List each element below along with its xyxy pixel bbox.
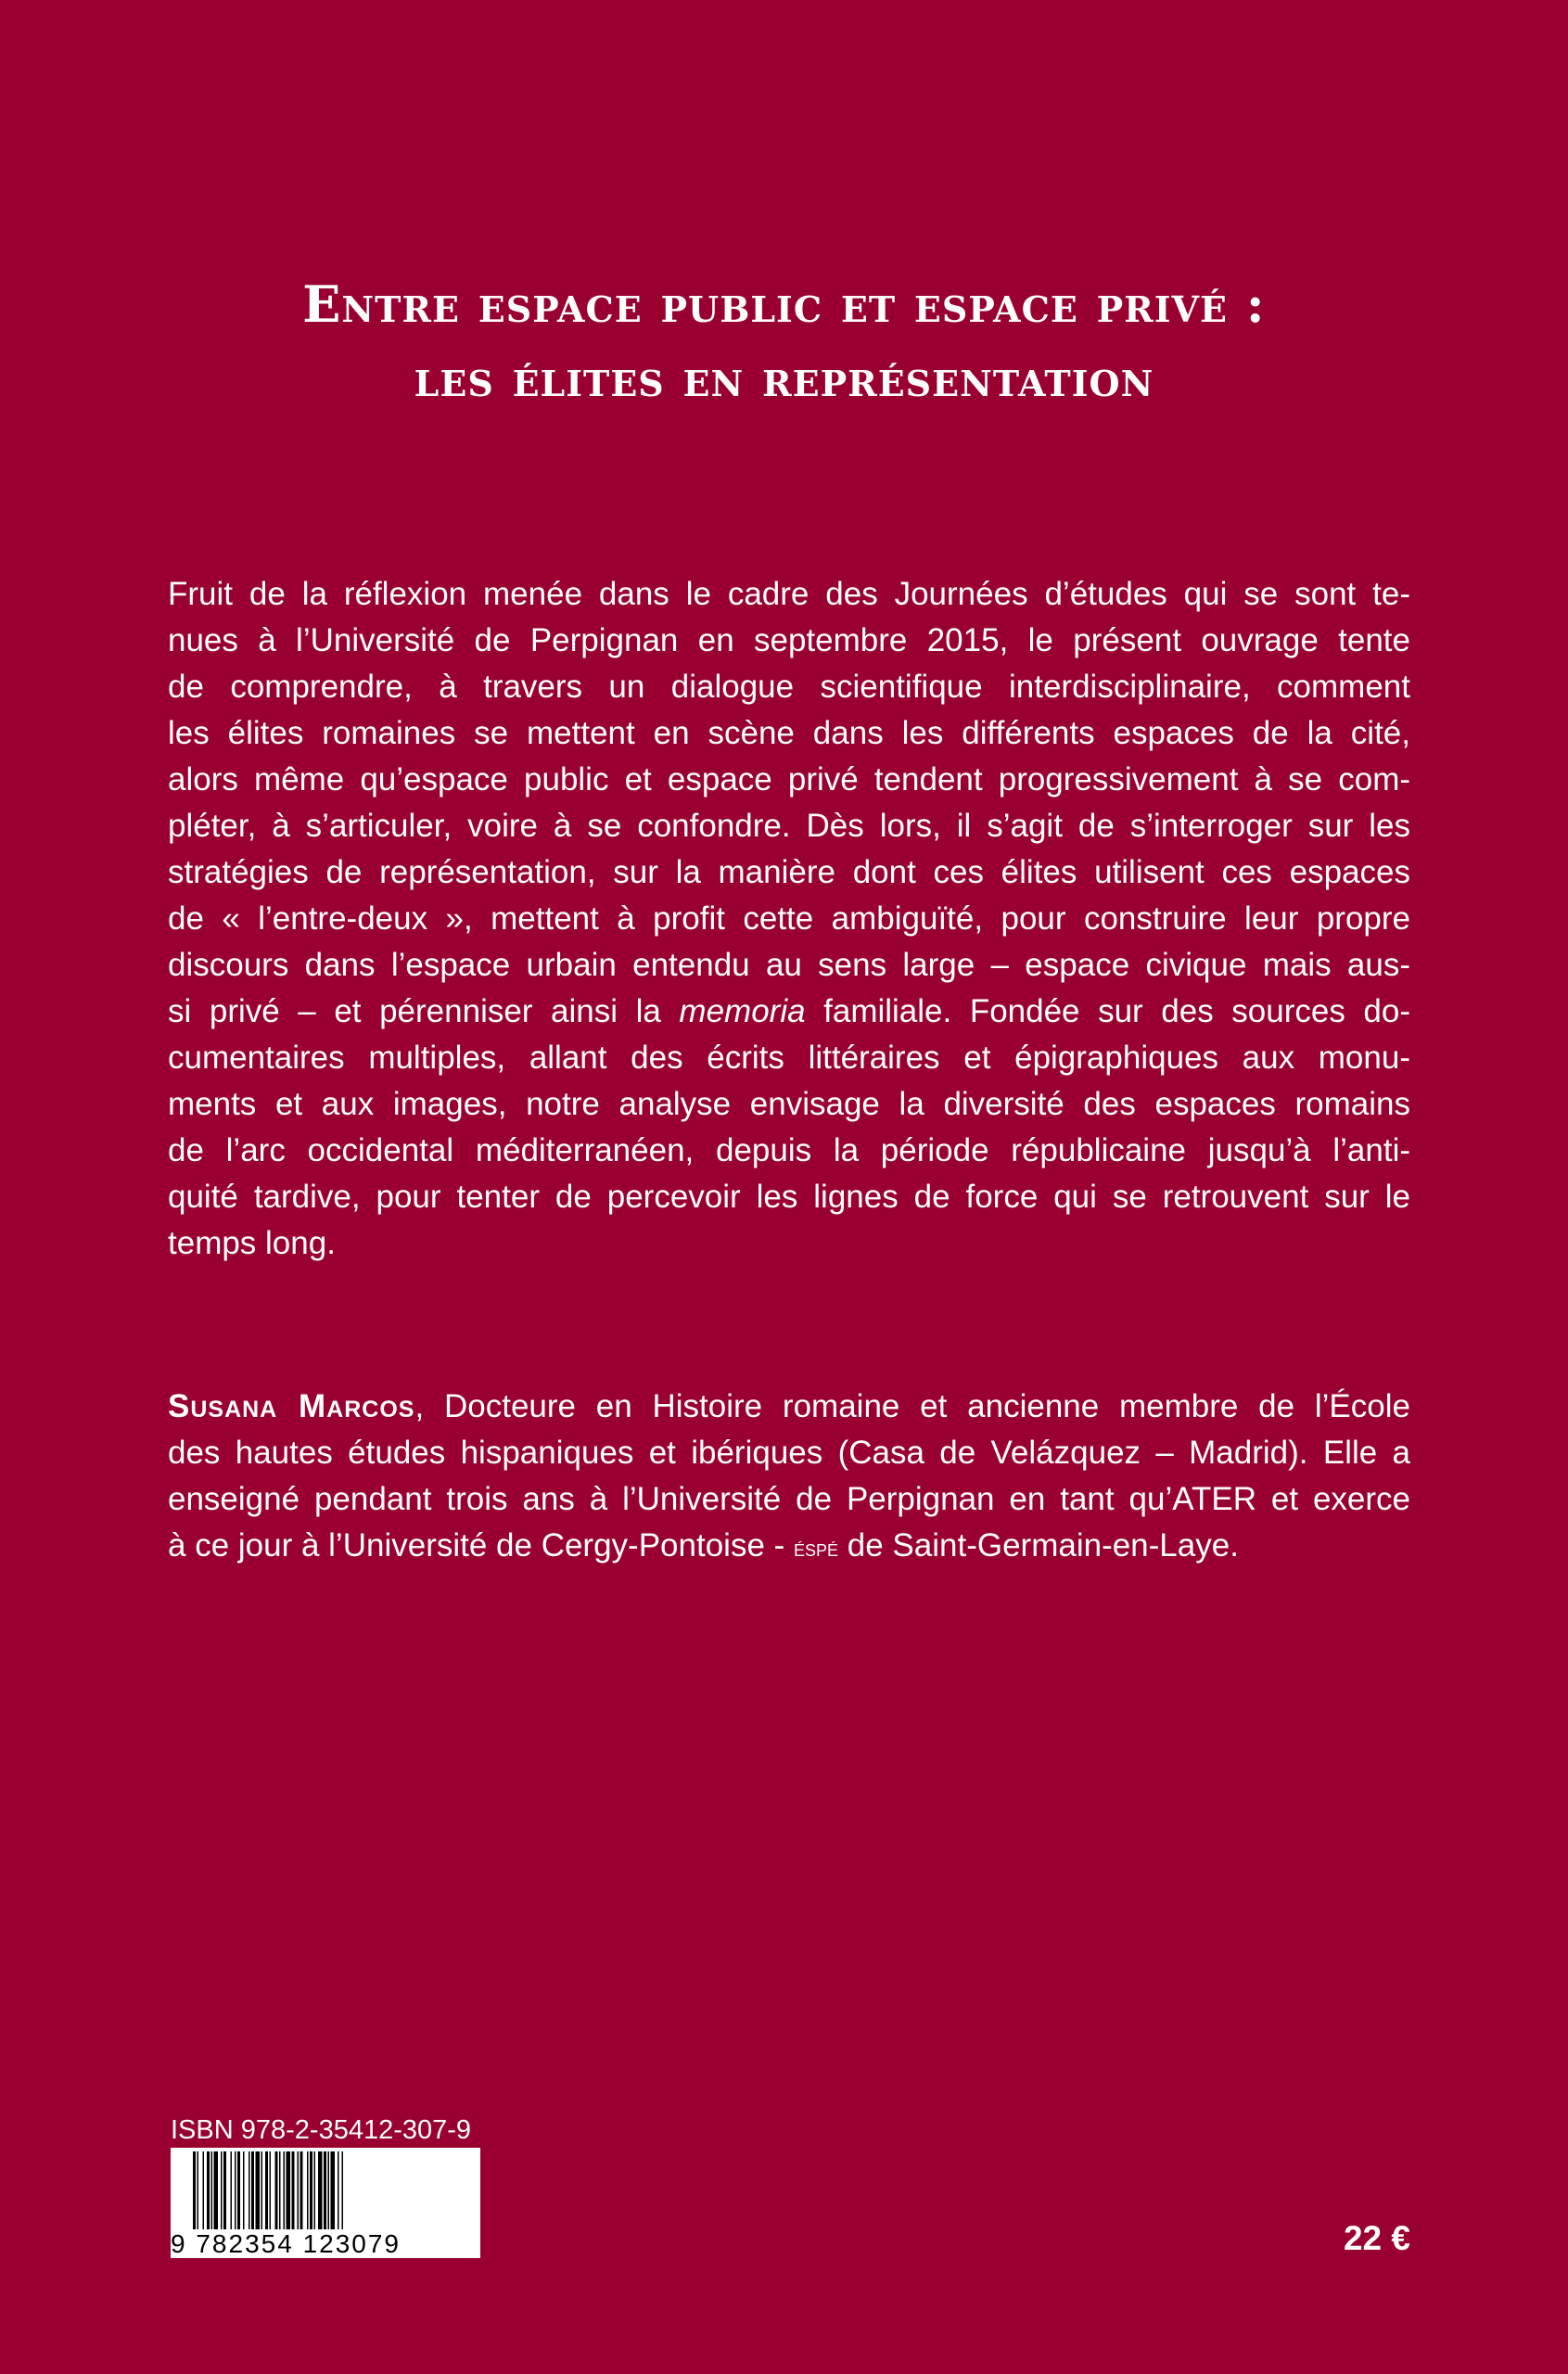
summary-text-span: familiale. Fondée sur des sources do- xyxy=(805,993,1411,1029)
summary-line: de comprendre, à travers un dialogue scientifique interdisciplinaire, comment xyxy=(168,669,1410,705)
summary-line: discours dans l’espace urbain entendu au sens large – espace civique mais aus- xyxy=(168,947,1410,983)
title-line-2: les élites en représentation xyxy=(414,349,1154,408)
summary-line: quité tardive, pour tenter de percevoir les lignes de force qui se retrouvent sur le xyxy=(168,1179,1410,1215)
summary-italic-term: memoria xyxy=(679,993,806,1029)
summary-line: temps long. xyxy=(168,1225,336,1261)
book-title xyxy=(0,267,1568,415)
barcode-digits: 9 782354 123079 xyxy=(171,2229,401,2258)
summary-text xyxy=(168,571,1410,1267)
title-line-1: Entre espace public et espace privé : xyxy=(302,274,1266,334)
summary-line: de l’arc occidental méditerranéen, depuis la période républicaine jusqu’à l’anti- xyxy=(168,1132,1410,1168)
bio-line: des hautes études hispaniques et ibériques (Casa de Velázquez – Madrid). Elle a xyxy=(168,1435,1410,1471)
summary-line xyxy=(168,989,1410,1035)
bio-line xyxy=(168,1384,1410,1430)
bio-text-span: à ce jour à l’Université de Cergy-Pontoise - xyxy=(168,1527,795,1564)
bio-line xyxy=(168,1523,1410,1572)
isbn-label: ISBN 978-2-35412-307-9 xyxy=(171,2115,472,2145)
bio-text-span: , Docteure en Histoire romaine et ancienne membre de l’École xyxy=(414,1388,1410,1424)
summary-line: alors même qu’espace public et espace privé tendent progressivement à se com- xyxy=(168,761,1410,798)
author-name: Susana Marcos xyxy=(168,1388,415,1424)
author-bio xyxy=(168,1384,1410,1572)
summary-line: ments et aux images, notre analyse envisage la diversité des espaces romains xyxy=(168,1086,1410,1122)
summary-line: cumentaires multiples, allant des écrits littéraires et épigraphiques aux monu- xyxy=(168,1040,1410,1076)
bio-line: enseigné pendant trois ans à l’Université de Perpignan en tant qu’ATER et exerce xyxy=(168,1481,1410,1517)
bio-text-span: de Saint-Germain-en-Laye. xyxy=(838,1527,1239,1564)
espe-acronym: éspé xyxy=(794,1536,839,1562)
barcode xyxy=(171,2148,480,2258)
summary-line: de « l’entre-deux », mettent à profit cette ambiguïté, pour construire leur propre xyxy=(168,900,1410,937)
price: 22 € xyxy=(1343,2219,1410,2257)
summary-line: stratégies de représentation, sur la manière dont ces élites utilisent ces espaces xyxy=(168,854,1410,890)
summary-text-span: si privé – et pérenniser ainsi la xyxy=(168,993,680,1029)
summary-line: Fruit de la réflexion menée dans le cadre des Journées d’études qui se sont te- xyxy=(168,576,1410,612)
summary-line: nues à l’Université de Perpignan en septembre 2015, le présent ouvrage tente xyxy=(168,622,1410,658)
summary-line: les élites romaines se mettent en scène dans les différents espaces de la cité, xyxy=(168,715,1410,751)
summary-line: pléter, à s’articuler, voire à se confondre. Dès lors, il s’agit de s’interroger sur les xyxy=(168,808,1410,844)
